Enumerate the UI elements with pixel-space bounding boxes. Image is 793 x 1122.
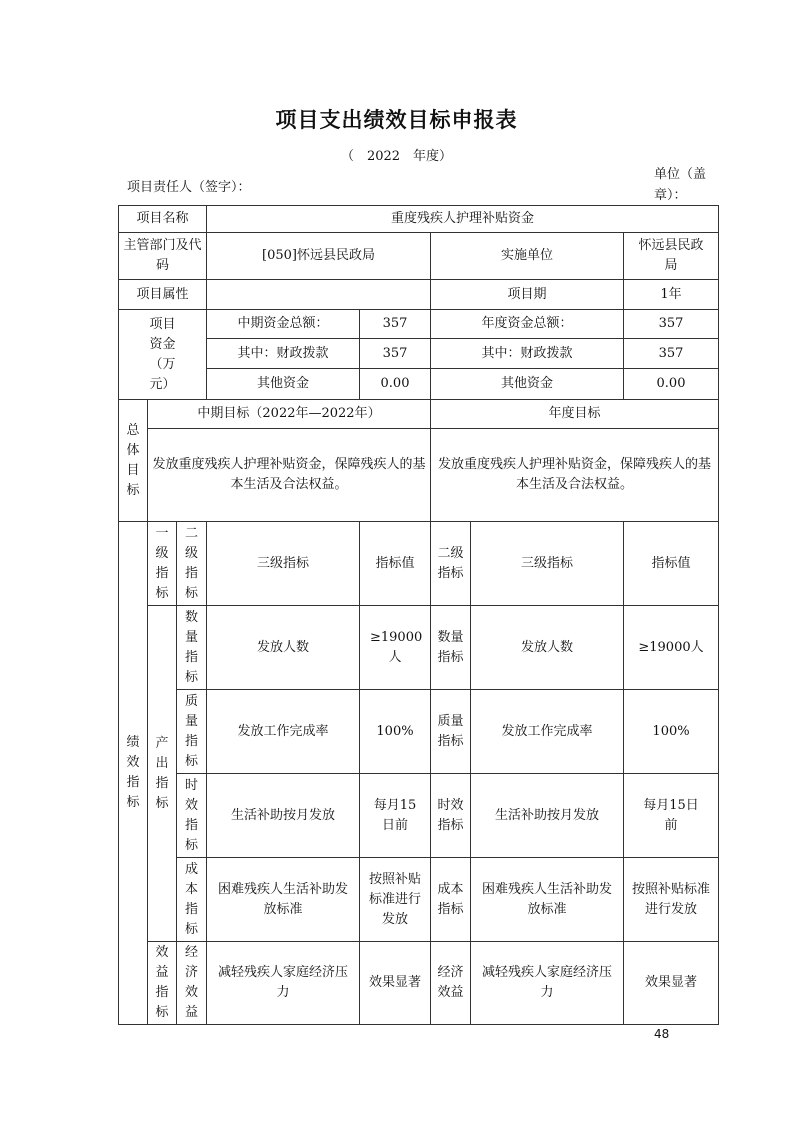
year-other-value: 0.00 [624, 369, 719, 400]
indicator-level2: 经济效益 [177, 942, 207, 1025]
project-name-value: 重度残疾人护理补贴资金 [207, 206, 719, 233]
indicator-name: 生活补助按月发放 [207, 774, 360, 858]
project-name-label: 项目名称 [119, 206, 207, 233]
year-indicator-level2: 时效指标 [431, 774, 471, 858]
indicator-row [119, 774, 719, 858]
mid-other-label: 其他资金 [207, 369, 360, 400]
indicator-row [119, 942, 719, 1025]
year-indicator-name: 发放人数 [471, 606, 624, 690]
indicator-value: ≥19000人 [360, 606, 431, 690]
year-level3-header: 三级指标 [471, 522, 624, 606]
project-period-label: 项目期 [431, 280, 624, 310]
indicator-value: 按照补贴标准进行发放 [360, 858, 431, 942]
year-indicator-level2: 数量指标 [431, 606, 471, 690]
year-indicator-name: 生活补助按月发放 [471, 774, 624, 858]
year-other-label: 其他资金 [431, 369, 624, 400]
level2-header: 二级指标 [177, 522, 207, 606]
overall-goal-label: 总体目标 [119, 400, 148, 522]
year-indicator-name: 困难残疾人生活补助发放标准 [471, 858, 624, 942]
year-indicator-value: 按照补贴标准进行发放 [624, 858, 719, 942]
indicator-name: 困难残疾人生活补助发放标准 [207, 858, 360, 942]
impl-unit-value: 怀远县民政局 [624, 233, 719, 280]
year-indicator-level2: 质量指标 [431, 690, 471, 774]
year-total-value: 357 [624, 310, 719, 339]
year-indicator-value: 每月15日前 [624, 774, 719, 858]
value-header: 指标值 [360, 522, 431, 606]
indicator-name: 发放工作完成率 [207, 690, 360, 774]
year-value-header: 指标值 [624, 522, 719, 606]
level1-header: 一级指标 [148, 522, 177, 606]
year-indicator-value: ≥19000人 [624, 606, 719, 690]
indicator-level2: 时效指标 [177, 774, 207, 858]
mid-total-value: 357 [360, 310, 431, 339]
mid-other-value: 0.00 [360, 369, 431, 400]
indicator-name: 发放人数 [207, 606, 360, 690]
output-indicator-label: 产出指标 [148, 606, 177, 942]
funds-label: 项目资金（万元） [119, 310, 207, 400]
mid-fiscal-value: 357 [360, 339, 431, 369]
indicator-value: 效果显著 [360, 942, 431, 1025]
report-year: （ 2022 年度） [340, 149, 453, 164]
year-level2-header: 二级指标 [431, 522, 471, 606]
indicator-level2: 数量指标 [177, 606, 207, 690]
unit-seal-label: 单位（盖章）： [654, 167, 707, 203]
page-number: 48 [654, 1027, 670, 1041]
indicator-row [119, 606, 719, 690]
indicator-level2: 质量指标 [177, 690, 207, 774]
indicator-value: 每月15日前 [360, 774, 431, 858]
mid-total-label: 中期资金总额： [207, 310, 360, 339]
year-fiscal-value: 357 [624, 339, 719, 369]
benefit-indicator-label: 效益指标 [148, 942, 177, 1025]
project-attr-value [207, 280, 431, 310]
indicator-level2: 成本指标 [177, 858, 207, 942]
indicator-row [119, 858, 719, 942]
year-total-label: 年度资金总额： [431, 310, 624, 339]
mid-goal-header: 中期目标（2022年—2022年） [148, 400, 431, 429]
project-attr-label: 项目属性 [119, 280, 207, 310]
year-indicator-value: 效果显著 [624, 942, 719, 1025]
impl-unit-label: 实施单位 [431, 233, 624, 280]
mid-goal-text: 发放重度残疾人护理补贴资金，保障残疾人的基本生活及合法权益。 [148, 429, 431, 522]
year-indicator-name: 减轻残疾人家庭经济压力 [471, 942, 624, 1025]
indicator-name: 减轻残疾人家庭经济压力 [207, 942, 360, 1025]
year-goal-text: 发放重度残疾人护理补贴资金，保障残疾人的基本生活及合法权益。 [431, 429, 719, 522]
year-indicator-name: 发放工作完成率 [471, 690, 624, 774]
year-indicator-level2: 成本指标 [431, 858, 471, 942]
indicator-value: 100% [360, 690, 431, 774]
indicator-row [119, 690, 719, 774]
year-goal-header: 年度目标 [431, 400, 719, 429]
page-title: 项目支出绩效目标申报表 [275, 108, 518, 132]
level3-header: 三级指标 [207, 522, 360, 606]
performance-goal-table [118, 205, 719, 1025]
mid-fiscal-label: 其中：财政拨款 [207, 339, 360, 369]
dept-value: [050]怀远县民政局 [207, 233, 431, 280]
year-fiscal-label: 其中：财政拨款 [431, 339, 624, 369]
performance-indicator-label: 绩效指标 [119, 522, 148, 1025]
responsible-person-label: 项目责任人（签字）： [127, 180, 251, 195]
year-indicator-level2: 经济效益 [431, 942, 471, 1025]
year-indicator-value: 100% [624, 690, 719, 774]
project-period-value: 1年 [624, 280, 719, 310]
dept-label: 主管部门及代码 [119, 233, 207, 280]
